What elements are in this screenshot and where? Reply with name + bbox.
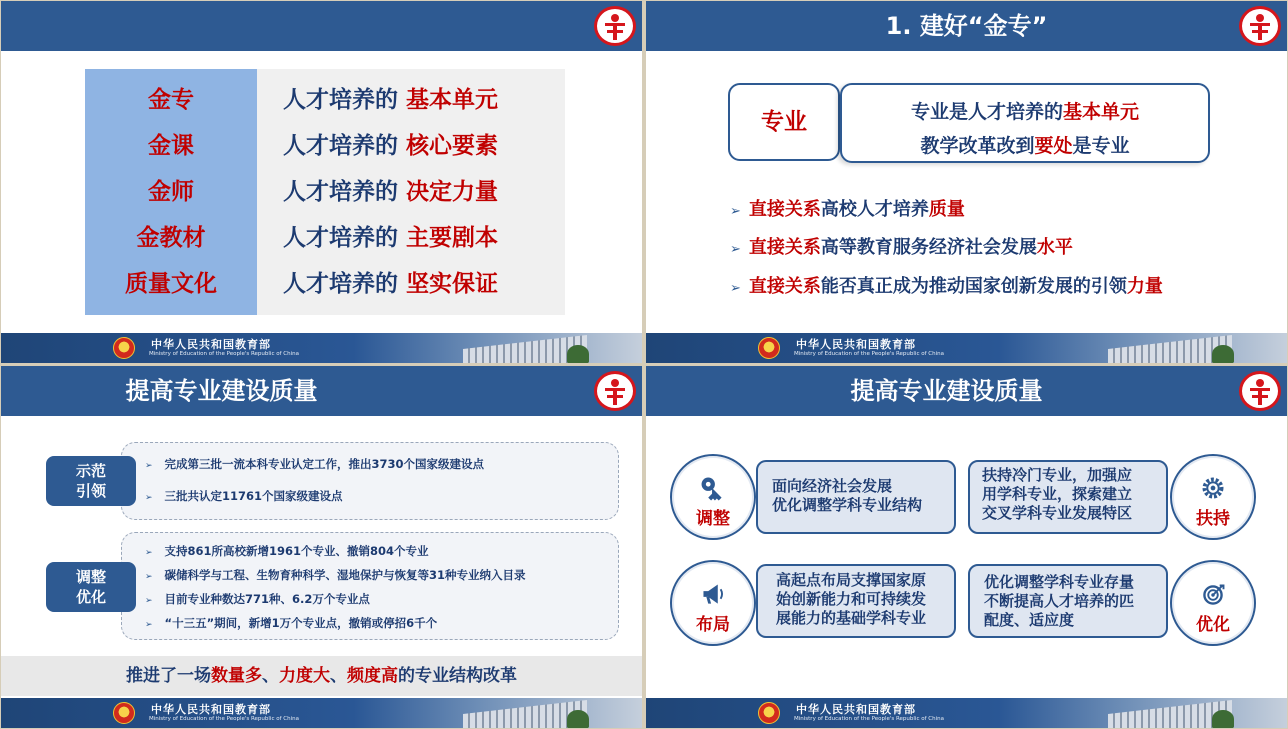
description-highlight: 基本单元	[1063, 101, 1140, 123]
summary-band	[1, 656, 642, 696]
row-highlight: 基本单元	[406, 87, 498, 113]
bullet-highlight: 直接关系	[748, 237, 821, 258]
list-item	[145, 591, 370, 607]
circle-support	[1170, 454, 1256, 540]
circle-layout	[670, 560, 756, 646]
logo-icon	[1239, 6, 1281, 46]
bullet-highlight: 质量	[928, 199, 965, 220]
slide-header	[646, 1, 1287, 51]
row-highlight: 坚实保证	[406, 271, 498, 297]
arrow-icon: ➢	[730, 242, 741, 257]
list-item	[145, 543, 429, 559]
row-key: 金专	[148, 87, 194, 113]
slide-header	[1, 366, 642, 416]
card-line: 扶持冷门专业，加强应	[982, 466, 1133, 484]
bullet-highlight: 力量	[1126, 276, 1163, 297]
slide-footer	[646, 698, 1287, 728]
group-tag	[46, 562, 136, 612]
logo-icon	[1239, 371, 1281, 411]
target-icon	[1172, 580, 1254, 610]
summary-highlight: 力度大	[279, 666, 330, 686]
card-line: 面向经济社会发展	[772, 477, 893, 495]
card-line: 优化调整学科专业结构	[772, 496, 923, 514]
slide-footer	[1, 333, 642, 363]
circle-label: 扶持	[1196, 509, 1230, 529]
megaphone-icon	[672, 580, 754, 610]
logo-icon	[594, 371, 636, 411]
tree-image	[1212, 345, 1234, 363]
summary-text: 、	[330, 666, 347, 686]
description-text: 教学改革改到	[920, 135, 1035, 157]
topic-tag: 专业	[728, 83, 840, 161]
card-line: 始创新能力和可持续发	[776, 590, 927, 608]
slide-footer	[646, 333, 1287, 363]
group-tag-line: 调整	[75, 568, 106, 586]
national-emblem-icon	[758, 337, 780, 359]
slide-header	[1, 1, 642, 51]
card-line: 展能力的基础学科专业	[776, 609, 927, 627]
list-item-text: 支持861所高校新增1961个专业、撤销804个专业	[164, 544, 429, 558]
footer-ministry-cn: 中华人民共和国教育部	[796, 703, 916, 716]
bullet-highlight: 直接关系	[748, 276, 821, 297]
bullet-highlight: 直接关系	[748, 199, 821, 220]
row-value	[283, 215, 498, 261]
info-card	[756, 460, 956, 534]
tree-image	[567, 345, 589, 363]
slide-4	[646, 366, 1287, 728]
list-item-text: 碳储科学与工程、生物育种科学、湿地保护与恢复等31种专业纳入目录	[164, 568, 526, 582]
circle-optimize	[1170, 560, 1256, 646]
row-key: 金教材	[136, 225, 206, 251]
summary-highlight: 数量多	[211, 666, 262, 686]
bullet-highlight: 水平	[1036, 237, 1073, 258]
row-key: 金师	[148, 179, 194, 205]
slide-title: 提高专业建设质量	[125, 377, 318, 405]
description-line	[842, 95, 1208, 129]
info-card	[756, 564, 956, 638]
slide-footer	[1, 698, 642, 728]
card-line: 用学科专业，探索建立	[982, 485, 1133, 503]
group-tag-line: 优化	[75, 588, 106, 606]
topic-description	[840, 83, 1210, 163]
summary-text: 的专业结构改革	[398, 666, 517, 686]
gear-icon	[1172, 474, 1254, 504]
description-text: 专业是人才培养的	[910, 101, 1063, 123]
slide-2	[646, 1, 1287, 363]
national-emblem-icon	[113, 337, 135, 359]
row-prefix: 人才培养的	[283, 225, 398, 251]
summary-text: 、	[262, 666, 279, 686]
arrow-icon: ➢	[145, 493, 153, 503]
circle-label: 优化	[1196, 615, 1230, 635]
bullet-item	[730, 272, 1163, 298]
footer-ministry-en: Ministry of Education of the People's Republic of China	[149, 716, 299, 722]
card-line: 优化调整学科专业存量	[984, 573, 1135, 591]
footer-ministry-cn: 中华人民共和国教育部	[796, 338, 916, 351]
row-prefix: 人才培养的	[283, 87, 398, 113]
footer-ministry-en: Ministry of Education of the People's Republic of China	[794, 716, 944, 722]
row-value	[283, 123, 498, 169]
list-item	[145, 488, 343, 504]
arrow-icon: ➢	[145, 596, 153, 606]
slide-title: 1. 建好“金专”	[885, 12, 1048, 40]
row-value	[283, 77, 498, 123]
info-card	[968, 564, 1168, 638]
slide-header	[646, 366, 1287, 416]
card-line: 高起点布局支撑国家原	[776, 571, 927, 589]
circle-label: 调整	[696, 509, 730, 529]
slide-1	[1, 1, 642, 363]
bullet-text: 高等教育服务经济社会发展	[820, 237, 1037, 258]
slide-3	[1, 366, 642, 728]
key-icon	[672, 474, 754, 504]
arrow-icon: ➢	[145, 572, 153, 582]
row-key: 质量文化	[125, 271, 217, 297]
circle-label: 布局	[696, 615, 730, 635]
arrow-icon: ➢	[145, 461, 153, 471]
slide-title: 提高专业建设质量	[850, 377, 1043, 405]
row-prefix: 人才培养的	[283, 271, 398, 297]
list-item-text: 完成第三批一流本科专业认定工作，推出3730个国家级建设点	[164, 457, 485, 471]
bullet-item	[730, 195, 965, 221]
national-emblem-icon	[113, 702, 135, 724]
footer-ministry-en: Ministry of Education of the People's Republic of China	[149, 351, 299, 357]
tree-image	[567, 710, 589, 728]
list-item-text: 三批共认定11761个国家级建设点	[164, 489, 343, 503]
description-highlight: 要处	[1034, 135, 1073, 157]
group-tag-line: 示范	[75, 462, 106, 480]
card-line: 配度、适应度	[984, 611, 1075, 629]
row-highlight: 决定力量	[406, 179, 498, 205]
logo-icon	[594, 6, 636, 46]
row-key: 金课	[148, 133, 194, 159]
row-prefix: 人才培养的	[283, 179, 398, 205]
row-prefix: 人才培养的	[283, 133, 398, 159]
footer-ministry-en: Ministry of Education of the People's Republic of China	[794, 351, 944, 357]
footer-ministry-cn: 中华人民共和国教育部	[151, 338, 271, 351]
group-tag	[46, 456, 136, 506]
list-item	[145, 567, 526, 583]
national-emblem-icon	[758, 702, 780, 724]
summary-text: 推进了一场	[126, 666, 211, 686]
arrow-icon: ➢	[145, 548, 153, 558]
description-line	[842, 129, 1208, 163]
row-highlight: 主要剧本	[406, 225, 498, 251]
bullet-item	[730, 233, 1073, 259]
summary-highlight: 频度高	[347, 666, 398, 686]
arrow-icon: ➢	[730, 281, 741, 296]
group-demonstration	[121, 442, 619, 520]
card-line: 交叉学科专业发展特区	[982, 504, 1133, 522]
footer-ministry-cn: 中华人民共和国教育部	[151, 703, 271, 716]
list-item-text: 目前专业种数达771种、6.2万个专业点	[164, 592, 370, 606]
card-line: 不断提高人才培养的匹	[984, 592, 1135, 610]
row-value	[283, 261, 498, 307]
tree-image	[1212, 710, 1234, 728]
list-item	[145, 615, 437, 631]
description-text: 是专业	[1072, 135, 1130, 157]
bullet-text: 高校人才培养	[820, 199, 929, 220]
group-tag-line: 引领	[75, 482, 106, 500]
row-highlight: 核心要素	[406, 133, 498, 159]
arrow-icon: ➢	[730, 204, 741, 219]
circle-adjust	[670, 454, 756, 540]
info-card	[968, 460, 1168, 534]
list-item-text: “十三五”期间，新增1万个专业点，撤销或停招6千个	[164, 616, 438, 630]
row-value	[283, 169, 498, 215]
arrow-icon: ➢	[145, 620, 153, 630]
bullet-text: 能否真正成为推动国家创新发展的引领	[820, 276, 1127, 297]
list-item	[145, 456, 484, 472]
